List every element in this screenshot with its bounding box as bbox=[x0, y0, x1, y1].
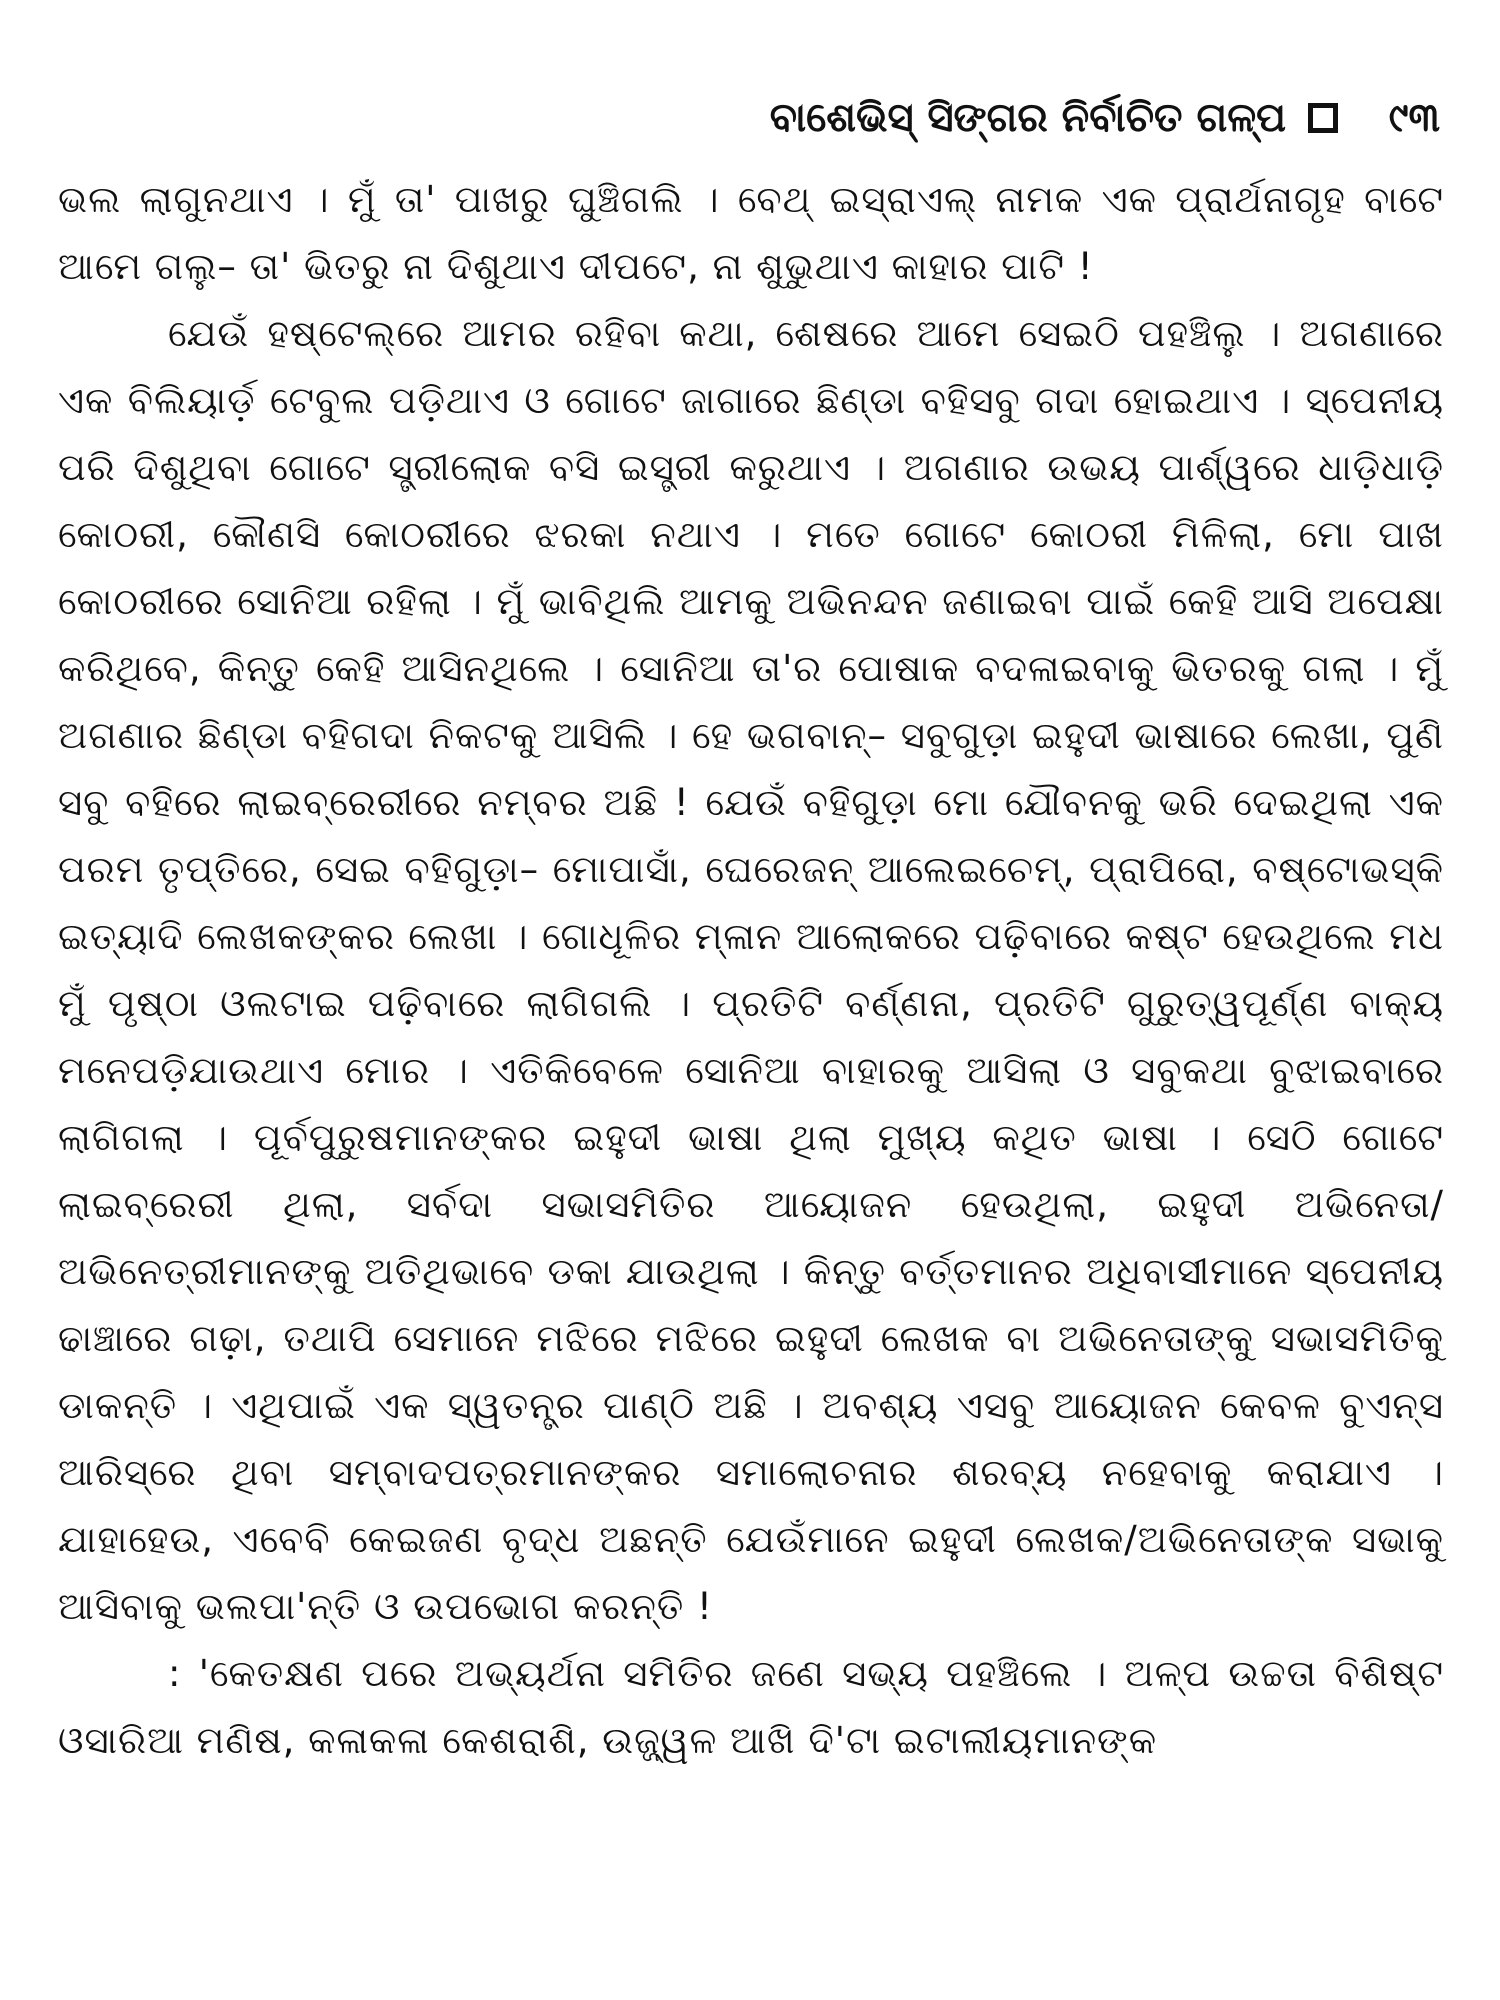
page-number: ୯୩ bbox=[1388, 95, 1440, 141]
book-title: ବାଶେଭିସ୍ ସିଙ୍ଗର ନିର୍ବାଚିତ ଗଳ୍ପ bbox=[769, 95, 1286, 141]
running-header bbox=[58, 90, 1444, 146]
paragraph-3: : 'କେତକ୍ଷଣ ପରେ ଅଭ୍ୟର୍ଥନା ସମିତିର ଜଣେ ସଭ୍ୟ ପହଞ୍ଚିଲେ । ଅଳ୍ପ ଉଚ୍ଚତା ବିଶିଷ୍ଟ ଓସାରିଆ ମଣିଷ, କଳାକଳା କେଶରାଶି, ଉଜ୍ଜ୍ୱଳ ଆଖି ଦି'ଟା ଇଟାଲୀୟମାନଙ୍କ bbox=[58, 1652, 1444, 1762]
paragraph-1: ଭଲ ଲାଗୁନଥାଏ । ମୁଁ ତା' ପାଖରୁ ଘୁଞ୍ଚିଗଲି । ବେଥ୍ ଇସ୍ରାଏଲ୍ ନାମକ ଏକ ପ୍ରାର୍ଥନାଗୃହ ବାଟେ ଆମେ ଗଲୁ– ତା' ଭିତରୁ ନା ଦିଶୁଥାଏ ଦୀପଟେ, ନା ଶୁଭୁଥାଏ କାହାର ପାଟି ! bbox=[58, 178, 1444, 288]
body-text bbox=[58, 166, 1444, 1774]
paragraph-2: ଯେଉଁ ହଷ୍ଟେଲ୍‌ରେ ଆମର ରହିବା କଥା, ଶେଷରେ ଆମେ ସେଇଠି ପହଞ୍ଚିଲୁ । ଅଗଣାରେ ଏକ ବିଲିୟାର୍ଡ଼ ଟେବୁଲ ପଡ଼ିଥାଏ ଓ ଗୋଟେ ଜାଗାରେ ଛିଣ୍ଡା ବହିସବୁ ଗଦା ହୋଇଥାଏ । ସ୍ପେନୀୟ ପରି ଦିଶୁଥିବା ଗୋଟେ ସ୍ତ୍ରୀଲୋକ ବସି ଇସ୍ତ୍ରୀ କରୁଥାଏ । ଅଗଣାର ଉଭୟ ପାର୍ଶ୍ୱରେ ଧାଡ଼ିଧାଡ଼ି କୋଠରୀ, କୌଣସି କୋଠରୀରେ ଝରକା ନଥାଏ । ମତେ ଗୋଟେ କୋଠରୀ ମିଳିଲା, ମୋ ପାଖ କୋଠରୀରେ ସୋନିଆ ରହିଲା । ମୁଁ ଭାବିଥିଲି ଆମକୁ ଅଭିନନ୍ଦନ ଜଣାଇବା ପାଇଁ କେହି ଆସି ଅପେକ୍ଷା କରିଥିବେ, କିନ୍ତୁ କେହି ଆସିନଥିଲେ । ସୋନିଆ ତା'ର ପୋଷାକ ବଦଳାଇବାକୁ ଭିତରକୁ ଗଲା । ମୁଁ ଅଗଣାର ଛିଣ୍ଡା ବହିଗଦା ନିକଟକୁ ଆସିଲି । ହେ ଭଗବାନ୍– ସବୁଗୁଡ଼ା ଇହୁଦୀ ଭାଷାରେ ଲେଖା, ପୁଣି ସବୁ ବହିରେ ଲାଇବ୍ରେରୀରେ ନମ୍ବର ଅଛି ! ଯେଉଁ ବହିଗୁଡ଼ା ମୋ ଯୌବନକୁ ଭରି ଦେଇଥିଲା ଏକ ପରମ ତୃପ୍ତିରେ, ସେଇ ବହିଗୁଡ଼ା– ମୋପାସାଁ, ଘେରେଜନ୍ ଆଲେଇଚେମ୍, ପ୍ରାପିରୋ, ବଷ୍ଟୋଭସ୍କି ଇତ୍ୟାଦି ଲେଖକଙ୍କର ଲେଖା । ଗୋଧୂଳିର ମ୍ଳାନ ଆଲୋକରେ ପଢ଼ିବାରେ କଷ୍ଟ ହେଉଥିଲେ ମଧ ମୁଁ ପୃଷ୍ଠା ଓଲଟାଇ ପଢ଼ିବାରେ ଲାଗିଗଲି । ପ୍ରତିଟି ବର୍ଣ୍ଣନା, ପ୍ରତିଟି ଗୁରୁତ୍ୱପୂର୍ଣ୍ଣ ବାକ୍ୟ ମନେପଡ଼ିଯାଉଥାଏ ମୋର । ଏତିକିବେଳେ ସୋନିଆ ବାହାରକୁ ଆସିଲା ଓ ସବୁକଥା ବୁଝାଇବାରେ ଲାଗିଗଲା । ପୂର୍ବପୁରୁଷମାନଙ୍କର ଇହୁଦୀ ଭାଷା ଥିଲା ମୁଖ୍ୟ କଥିତ ଭାଷା । ସେଠି ଗୋଟେ ଲାଇବ୍ରେରୀ ଥିଲା, ସର୍ବଦା ସଭାସମିତିର ଆୟୋଜନ ହେଉଥିଲା, ଇହୁଦୀ ଅଭିନେତା/ଅଭିନେତ୍ରୀମାନଙ୍କୁ ଅତିଥିଭାବେ ଡକା ଯାଉଥିଲା । କିନ୍ତୁ ବର୍ତ୍ତମାନର ଅଧିବାସୀମାନେ ସ୍ପେନୀୟ ଢାଞ୍ଚାରେ ଗଢ଼ା, ତଥାପି ସେମାନେ ମଝିରେ ମଝିରେ ଇହୁଦୀ ଲେଖକ ବା ଅଭିନେତାଙ୍କୁ ସଭାସମିତିକୁ ଡାକନ୍ତି । ଏଥିପାଇଁ ଏକ ସ୍ୱତନ୍ତ୍ର ପାଣ୍ଠି ଅଛି । ଅବଶ୍ୟ ଏସବୁ ଆୟୋଜନ କେବଳ ବୁଏନ୍‌ସ ଆରିସ୍‌ରେ ଥିବା ସମ୍ବାଦପତ୍ରମାନଙ୍କର ସମାଲୋଚନାର ଶରବ୍ୟ ନହେବାକୁ କରାଯାଏ । ଯାହାହେଉ, ଏବେବି କେଇଜଣ ବୃଦ୍ଧ ଅଛନ୍ତି ଯେଉଁମାନେ ଇହୁଦୀ ଲେଖକ/ଅଭିନେତାଙ୍କ ସଭାକୁ ଆସିବାକୁ ଭଲପା'ନ୍ତି ଓ ଉପଭୋଗ କରନ୍ତି ! bbox=[58, 312, 1444, 1628]
header-square-ornament bbox=[1308, 103, 1338, 133]
